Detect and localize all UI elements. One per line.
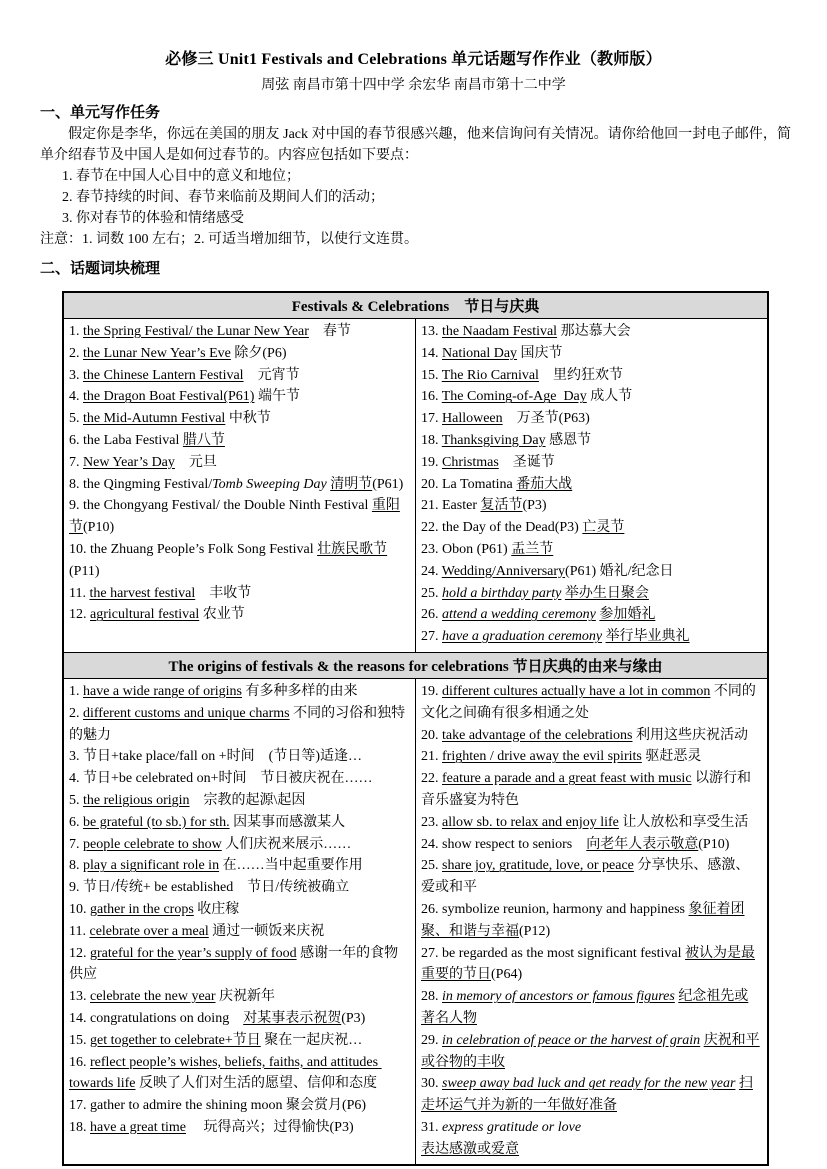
task-intro-paragraph: 假定你是李华，你远在美国的朋友 Jack 对中国的春节很感兴趣，他来信询问有关情况。请你给他回一封电子邮件，简单介绍春节及中国人是如何过春节的。内容应包括如下要点：: [40, 127, 791, 163]
vocab-item-number: 15.: [421, 367, 442, 383]
vocab-item-text: 对某事表示祝贺: [243, 1010, 342, 1026]
vocab-item-text: 向老年人表示敬意: [586, 836, 699, 852]
vocab-item: [421, 725, 762, 747]
vocab-item-text: different customs and unique charms: [83, 705, 290, 721]
vocab-item-text: have a great time: [90, 1119, 187, 1135]
vocab-item-text: allow sb. to relax and enjoy life: [442, 814, 619, 830]
vocab-item: [69, 343, 410, 365]
vocab-item: [421, 1117, 762, 1161]
vocab-item-text: 复活节: [480, 498, 523, 514]
table2-left-column: [63, 678, 416, 1165]
vocab-item-text: 番茄大战: [516, 476, 573, 492]
vocab-item: [69, 1095, 410, 1117]
vocab-item-text: 丰收节: [195, 585, 252, 601]
vocab-item-text: 盂兰节: [511, 541, 554, 557]
vocab-item-text: 除夕(P6): [230, 345, 287, 361]
vocab-item-text: the Qingming Festival/: [83, 476, 213, 492]
vocab-item: [421, 321, 762, 343]
vocab-item: [421, 386, 762, 408]
vocab-item-text: 玩得高兴；过得愉快(P3): [186, 1119, 354, 1135]
vocab-item-text: 参加婚礼: [599, 607, 656, 623]
vocab-item-text: in memory of ancestors or famous figures: [442, 989, 675, 1005]
vocab-item: [69, 430, 410, 452]
document-title: 必修三 Unit1 Festivals and Celebrations 单元话题写作作业（教师版）: [165, 51, 662, 68]
vocab-item: [69, 877, 410, 899]
vocab-item-text: symbolize reunion, harmony and happiness: [442, 901, 689, 917]
vocab-item-text: The Coming-of-Age Day: [441, 389, 587, 405]
vocab-item-text: 扫走坏运气并为新的一年做好准备: [421, 1076, 753, 1114]
vocab-item-number: 23.: [421, 814, 442, 830]
vocab-item-text: have a wide range of origins: [83, 683, 242, 699]
vocab-item: [69, 452, 410, 474]
vocab-item-number: 2.: [69, 345, 83, 361]
vocab-item-number: 30.: [421, 1076, 442, 1092]
task-note: 注意：1. 词数 100 左右；2. 可适当增加细节，以使行文连贯。: [40, 232, 418, 247]
vocab-item-text: 成人节: [586, 389, 633, 405]
vocab-item-number: 13.: [421, 324, 442, 339]
vocab-item: [421, 943, 762, 987]
vocab-item: [421, 452, 762, 474]
vocab-item-number: 7.: [69, 836, 83, 852]
section2-heading: 二、话题词块梳理: [40, 261, 161, 277]
vocab-item: [421, 1030, 762, 1074]
vocab-item-number: 15.: [69, 1032, 90, 1048]
vocab-item: [421, 812, 762, 834]
vocab-item-text: 不同的习俗和独特的魅力: [69, 705, 406, 743]
vocab-item-text: (P3): [341, 1010, 366, 1026]
vocab-item-number: 16.: [69, 1054, 90, 1070]
vocab-item: [69, 1052, 410, 1096]
vocab-item-number: 1.: [69, 683, 83, 699]
vocab-item-number: 29.: [421, 1032, 442, 1048]
vocab-item-text: different cultures actually have a lot in common: [442, 683, 711, 699]
vocab-item-text: have a graduation ceremony: [442, 629, 603, 645]
table2-header-row: [63, 652, 768, 678]
vocab-item-number: 14.: [69, 1010, 90, 1026]
vocab-item-text: the religious origin: [83, 792, 190, 808]
vocab-item-number: 26.: [421, 901, 442, 917]
vocab-item-text: 元宵节: [243, 367, 300, 383]
vocab-item-text: (P12): [519, 923, 551, 939]
vocab-item-number: 11.: [69, 585, 90, 601]
vocab-item: [421, 583, 762, 605]
vocab-item: [69, 746, 410, 768]
vocab-item-text: the Dragon Boat Festival(P61): [83, 389, 255, 405]
vocab-item: [69, 474, 410, 496]
vocab-item-number: 7.: [69, 454, 83, 470]
vocab-item: [421, 408, 762, 430]
vocab-item: [421, 539, 762, 561]
vocab-item-number: 20.: [421, 476, 442, 492]
vocab-item-text: frighten / drive away the evil spirits: [442, 749, 642, 765]
vocab-item-text: the Chinese Lantern Festival: [83, 367, 244, 383]
vocab-item-text: 端午节: [254, 389, 300, 405]
vocab-item: [421, 365, 762, 387]
vocab-item-text: in celebration of peace or the harvest of grain: [442, 1032, 701, 1048]
vocab-item: [421, 855, 762, 899]
vocab-item-number: 9.: [69, 498, 83, 514]
vocab-item-text: 通过一顿饭来庆祝: [208, 923, 325, 939]
vocab-item-text: (P10): [83, 520, 115, 536]
vocab-item: [421, 986, 762, 1030]
vocab-item-text: Christmas: [442, 454, 499, 470]
vocab-item-text: 感恩节: [545, 432, 592, 448]
vocab-item: [421, 343, 762, 365]
vocab-item-text: 人们庆祝来展示……: [221, 836, 352, 852]
vocab-item-text: the harvest festival: [89, 585, 196, 601]
vocab-item-text: 节日/传统+ be established 节日/传统被确立: [83, 880, 350, 896]
vocab-item-text: the Mid-Autumn Festival: [83, 411, 226, 427]
vocab-item-text: the Day of the Dead(P3): [442, 520, 583, 536]
vocab-item-number: 25.: [421, 858, 442, 874]
vocab-item-number: 6.: [69, 814, 83, 830]
vocab-item-text: Wedding/Anniversary: [441, 563, 566, 579]
vocab-item: [69, 321, 410, 343]
task-points-list: [62, 166, 787, 229]
vocab-item: [69, 1030, 410, 1052]
vocab-item: [69, 604, 410, 626]
vocab-item: [69, 943, 410, 987]
vocab-item-number: 22.: [421, 520, 442, 536]
table2-header: The origins of festivals & the reasons for celebrations 节日庆典的由来与缘由: [63, 652, 768, 678]
vocab-item-number: 8.: [69, 858, 83, 874]
vocab-item-text: celebrate the new year: [90, 989, 216, 1005]
vocab-item-text: 以游行和音乐盛宴为特色: [421, 771, 752, 808]
vocab-item: [69, 921, 410, 943]
vocab-item-number: 23.: [421, 541, 442, 557]
vocab-item-number: 6.: [69, 432, 83, 448]
table2-right-column: [416, 678, 769, 1165]
vocab-item-text: celebrate over a meal: [89, 923, 209, 939]
vocab-item: [421, 517, 762, 539]
vocab-table: [62, 291, 769, 1166]
vocab-item-number: 24.: [421, 563, 442, 579]
vocab-item-text: feature a parade and a great feast with music: [442, 771, 692, 787]
vocab-item-text: 举办生日聚会: [564, 585, 649, 601]
vocab-item-text: (P61) 婚礼/纪念日: [565, 563, 674, 579]
vocab-item-text: 重阳节: [69, 498, 400, 536]
vocab-item-text: attend a wedding ceremony: [442, 607, 596, 623]
task-point: 1. 春节在中国人心目中的意义和地位；: [62, 169, 300, 184]
vocab-item-text: the Spring Festival/ the Lunar New Year: [83, 324, 309, 339]
vocab-item-text: 聚在一起庆祝…: [260, 1032, 363, 1048]
vocab-item-text: 亡灵节: [582, 520, 625, 536]
vocab-item-text: sweep away bad luck and get ready for the new year: [442, 1076, 736, 1092]
vocab-item-text: 收庄稼: [193, 901, 240, 917]
vocab-item: [69, 812, 410, 834]
vocab-item-text: 反映了人们对生活的愿望、信仰和态度: [135, 1076, 377, 1092]
vocab-item: [69, 834, 410, 856]
vocab-item-text: (P10): [698, 836, 730, 852]
vocab-item: [69, 386, 410, 408]
vocab-item: [69, 790, 410, 812]
vocab-item-text: Tomb Sweeping Day: [212, 476, 327, 492]
vocab-item-number: 20.: [421, 727, 442, 743]
vocab-item-text: La Tomatina: [442, 476, 517, 492]
vocab-item-number: 10.: [69, 901, 90, 917]
vocab-item-text: The Rio Carnival: [441, 367, 539, 383]
vocab-item: [69, 986, 410, 1008]
vocab-item: [421, 768, 762, 812]
vocab-item-text: play a significant role in: [83, 858, 220, 874]
vocab-item: [69, 539, 410, 583]
vocab-item: [421, 681, 762, 725]
vocab-item-text: 被认为是最重要的节日: [421, 945, 755, 983]
vocab-item-number: 18.: [69, 1119, 90, 1135]
vocab-item-text: (P11): [69, 563, 100, 579]
table1-body-row: [63, 319, 768, 653]
vocab-item-number: 12.: [69, 945, 90, 961]
vocab-item-text: the Lunar New Year’s Eve: [83, 345, 231, 361]
vocab-item: [69, 703, 410, 747]
vocab-item-number: 16.: [421, 389, 442, 405]
task-point: 3. 你对春节的体验和情绪感受: [62, 211, 244, 226]
vocab-item-text: agricultural festival: [90, 607, 200, 623]
vocab-item-text: 有多种多样的由来: [242, 683, 358, 699]
vocab-item: [421, 746, 762, 768]
vocab-item-text: people celebrate to show: [83, 836, 222, 852]
vocab-item-number: 27.: [421, 945, 442, 961]
vocab-item: [69, 583, 410, 605]
table2-body-row: [63, 678, 768, 1165]
vocab-item-text: 国庆节: [517, 345, 563, 361]
vocab-item: [421, 604, 762, 626]
vocab-item-text: 圣诞节: [498, 454, 555, 470]
vocab-item-text: 庆祝新年: [215, 989, 276, 1005]
vocab-item-text: 春节: [308, 324, 351, 339]
vocab-item-text: share joy, gratitude, love, or peace: [442, 858, 634, 874]
vocab-item-number: 5.: [69, 792, 83, 808]
vocab-item-text: Halloween: [442, 411, 503, 427]
vocab-item-text: express gratitude or love: [442, 1119, 582, 1135]
vocab-item-number: 8.: [69, 476, 83, 492]
vocab-item: [69, 899, 410, 921]
vocab-item-number: 12.: [69, 607, 90, 623]
vocab-item-text: Obon (P61): [442, 541, 512, 557]
vocab-item-text: 腊八节: [182, 432, 225, 448]
vocab-item: [421, 561, 762, 583]
vocab-item: [421, 1073, 762, 1117]
vocab-item-text: 里约狂欢节: [538, 367, 623, 383]
vocab-item-text: 中秋节: [225, 411, 271, 427]
vocab-item-number: 22.: [421, 771, 442, 787]
vocab-item: [421, 899, 762, 943]
vocab-item-number: 31.: [421, 1119, 442, 1135]
vocab-item-text: the Naadam Festival: [442, 324, 558, 339]
vocab-item-number: 21.: [421, 749, 442, 765]
vocab-item-text: 清明节: [330, 476, 373, 492]
vocab-item-number: 27.: [421, 629, 442, 645]
vocab-item: [69, 1008, 410, 1030]
vocab-item-text: 庆祝和平或谷物的丰收: [421, 1032, 760, 1070]
vocab-item-text: 让人放松和享受生活: [618, 814, 749, 830]
vocab-item-text: 表达感激或爱意: [421, 1141, 519, 1157]
vocab-item-text: congratulations on doing: [90, 1010, 244, 1026]
vocab-item-text: be regarded as the most significant festival: [442, 945, 685, 961]
vocab-item-number: 11.: [69, 923, 90, 939]
vocab-item: [69, 495, 410, 539]
vocab-item-text: the Chongyang Festival/ the Double Ninth Festival: [83, 498, 372, 514]
vocab-item-number: 19.: [421, 683, 442, 699]
table1-right-column: [416, 319, 769, 653]
vocab-item-text: 利用这些庆祝活动: [632, 727, 748, 743]
vocab-item-text: (P61): [372, 476, 404, 492]
vocab-item-number: 26.: [421, 607, 442, 623]
vocab-item: [421, 474, 762, 496]
vocab-item-text: 驱赶恶灵: [641, 749, 702, 765]
document-authors: 周弦 南昌市第十四中学 余宏华 南昌市第十二中学: [261, 78, 566, 93]
vocab-item-text: Easter: [442, 498, 481, 514]
vocab-item-number: 13.: [69, 989, 90, 1005]
vocab-item: [69, 855, 410, 877]
vocab-item-text: 节日+be celebrated on+时间 节日被庆祝在……: [83, 771, 373, 787]
vocab-item-number: 17.: [69, 1098, 90, 1114]
task-point: 2. 春节持续的时间、春节来临前及期间人们的活动；: [62, 190, 384, 205]
vocab-item-text: gather to admire the shining moon 聚会赏月(P6): [90, 1098, 367, 1114]
vocab-item-number: 4.: [69, 771, 83, 787]
vocab-item-text: be grateful (to sb.) for sth.: [83, 814, 230, 830]
vocab-item-text: (P3): [522, 498, 547, 514]
vocab-item-text: 农业节: [199, 607, 245, 623]
vocab-item: [69, 408, 410, 430]
vocab-item-number: 24.: [421, 836, 442, 852]
vocab-item-text: the Laba Festival: [83, 432, 183, 448]
vocab-item-text: 万圣节(P63): [502, 411, 590, 427]
section1-heading: 一、单元写作任务: [40, 105, 161, 121]
vocab-item: [69, 768, 410, 790]
vocab-item: [421, 626, 762, 648]
vocab-item-text: grateful for the year’s supply of food: [90, 945, 297, 961]
vocab-item-text: 分享快乐、感激、爱或和平: [421, 858, 750, 896]
vocab-item-text: 象征着团聚、和谐与幸福: [421, 901, 745, 939]
table1-left-column: [63, 319, 416, 653]
vocab-item-text: Thanksgiving Day: [441, 432, 546, 448]
table1-header-row: [63, 292, 768, 319]
vocab-item-number: 1.: [69, 324, 83, 339]
vocab-item-number: 21.: [421, 498, 442, 514]
vocab-item-text: 感谢一年的食物供应: [69, 945, 399, 983]
vocab-item-text: gather in the crops: [90, 901, 194, 917]
vocab-item-text: get together to celebrate+节日: [90, 1032, 261, 1048]
vocab-item: [421, 495, 762, 517]
vocab-item-text: 元旦: [174, 454, 217, 470]
vocab-item-number: 5.: [69, 411, 83, 427]
vocab-item-number: 17.: [421, 411, 442, 427]
vocab-item-text: take advantage of the celebrations: [442, 727, 633, 743]
vocab-item: [69, 1117, 410, 1139]
vocab-item-number: 18.: [421, 432, 442, 448]
vocab-item: [421, 834, 762, 856]
vocab-item-text: 节日+take place/fall on +时间 (节日等)适逢…: [83, 749, 363, 765]
vocab-item-text: (P64): [491, 967, 523, 983]
vocab-item-number: 10.: [69, 541, 90, 557]
vocab-item-text: the Zhuang People’s Folk Song Festival: [90, 541, 318, 557]
vocab-item-text: National Day: [442, 345, 518, 361]
vocab-item-number: 3.: [69, 749, 83, 765]
vocab-item: [69, 681, 410, 703]
vocab-item-text: 不同的文化之间确有很多相通之处: [421, 683, 756, 721]
vocab-item: [69, 365, 410, 387]
vocab-item-text: reflect people’s wishes, beliefs, faiths, and attitudes towards life: [69, 1054, 382, 1092]
vocab-item-text: hold a birthday party: [442, 585, 562, 601]
table1-header: Festivals & Celebrations 节日与庆典: [63, 292, 768, 319]
vocab-item-number: 2.: [69, 705, 83, 721]
vocab-item-text: 纪念祖先或著名人物: [421, 989, 749, 1026]
vocab-item-number: 3.: [69, 367, 83, 383]
vocab-item-text: 壮族民歌节: [317, 541, 388, 557]
vocab-item-text: 在……当中起重要作用: [219, 858, 363, 874]
vocab-item-text: 举行毕业典礼: [605, 629, 690, 645]
vocab-item-number: 4.: [69, 389, 83, 405]
vocab-item-text: New Year’s Day: [83, 454, 175, 470]
vocab-item-number: 28.: [421, 989, 442, 1005]
vocab-item-number: 25.: [421, 585, 442, 601]
vocab-item: [421, 430, 762, 452]
vocab-item-number: 9.: [69, 880, 83, 896]
vocab-item-number: 19.: [421, 454, 442, 470]
vocab-item-text: show respect to seniors: [442, 836, 587, 852]
vocab-item-text: 宗教的起源\起因: [189, 792, 306, 808]
vocab-item-text: 那达慕大会: [557, 324, 631, 339]
vocab-item-number: 14.: [421, 345, 442, 361]
vocab-item-text: 因某事而感激某人: [229, 814, 346, 830]
